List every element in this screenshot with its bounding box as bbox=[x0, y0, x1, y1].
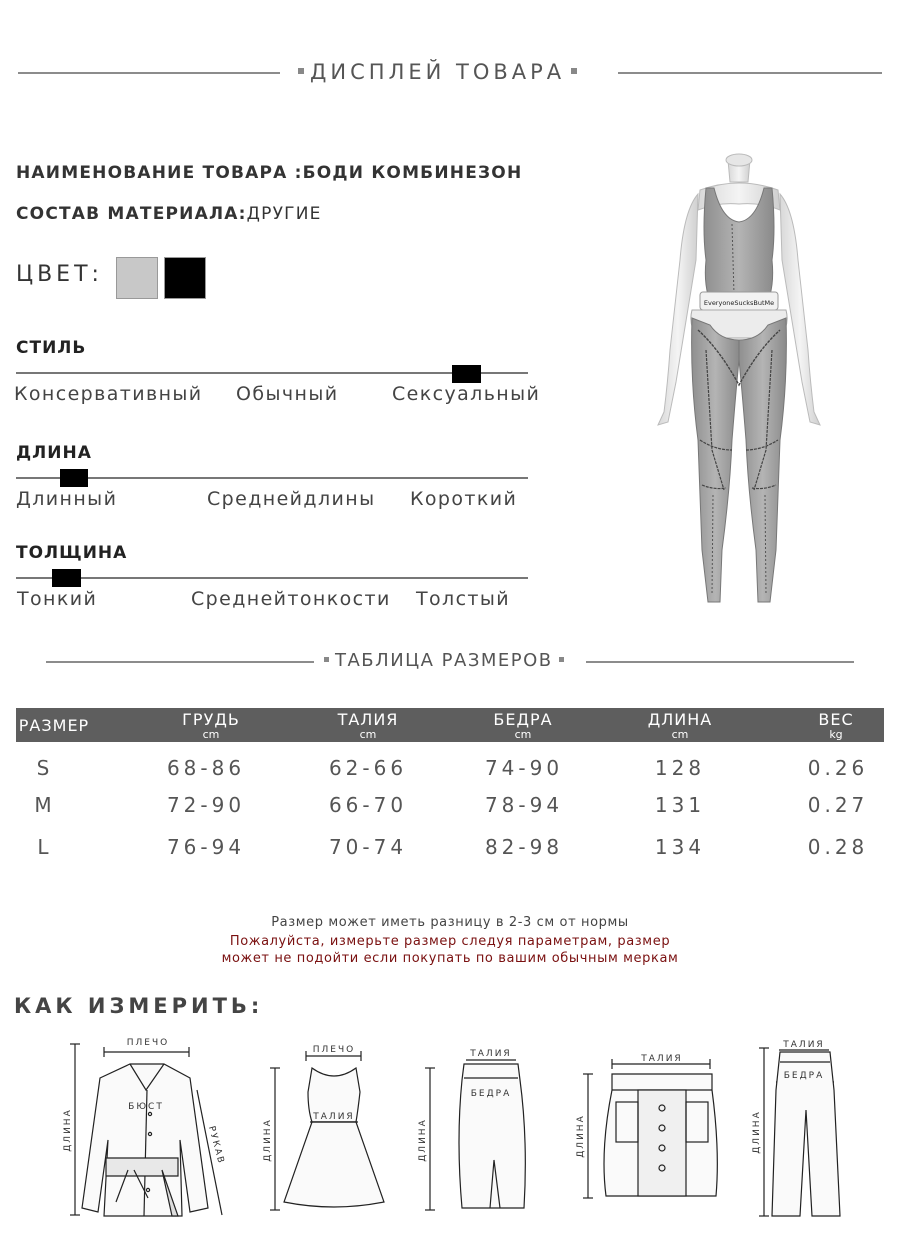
table-cell: 76-94 bbox=[166, 835, 246, 859]
col-bust bbox=[151, 708, 271, 740]
label-sleeve: РУКАВ bbox=[205, 1125, 226, 1166]
scale-thickness-marker bbox=[52, 569, 81, 587]
scale-thickness-line bbox=[16, 577, 528, 579]
label-length: ДЛИНА bbox=[63, 1108, 73, 1152]
label-waist: ТАЛИЯ bbox=[783, 1040, 825, 1050]
col-unit: cm bbox=[514, 728, 532, 741]
scale-length-marker bbox=[60, 469, 88, 487]
bullet-square bbox=[559, 657, 564, 662]
col-name: ГРУДЬ bbox=[182, 710, 240, 729]
label-length: ДЛИНА bbox=[418, 1118, 428, 1162]
material-value: ДРУГИЕ bbox=[246, 204, 322, 224]
label-hips: БЕДРА bbox=[783, 1071, 825, 1081]
measure-diagrams bbox=[0, 1030, 900, 1254]
bullet-square bbox=[324, 657, 329, 662]
scale-style-label: СТИЛЬ bbox=[16, 338, 87, 358]
waistband-print: EveryoneSucksButMe bbox=[703, 299, 775, 307]
table-cell: S bbox=[36, 756, 54, 780]
scale-length-label: ДЛИНА bbox=[16, 443, 92, 463]
scale-length-option: Короткий bbox=[410, 488, 518, 510]
scale-style-option: Сексуальный bbox=[392, 383, 541, 405]
size-note: Размер может иметь разницу в 2-3 см от нормы bbox=[271, 915, 629, 930]
color-swatch-gray[interactable] bbox=[116, 257, 158, 299]
col-length bbox=[620, 708, 740, 740]
shorts-diagram bbox=[583, 1059, 717, 1198]
label-waist: ТАЛИЯ bbox=[641, 1054, 683, 1064]
scale-style-option: Консервативный bbox=[14, 383, 203, 405]
header-rule-left bbox=[18, 72, 280, 74]
col-name: ДЛИНА bbox=[647, 710, 713, 729]
bullet-square bbox=[571, 68, 577, 74]
measure-warning: Пожалуйста, измерьте размер следуя параметрам, размер bbox=[229, 934, 671, 949]
label-shoulder: ПЛЕЧО bbox=[126, 1038, 170, 1048]
size-table-title-text: ТАБЛИЦА РАЗМЕРОВ bbox=[335, 650, 553, 671]
col-unit: cm bbox=[359, 728, 377, 741]
bullet-square bbox=[298, 68, 304, 74]
table-cell: 134 bbox=[654, 835, 706, 859]
scale-length-option: Среднейдлины bbox=[207, 488, 376, 510]
product-material bbox=[16, 204, 322, 224]
product-name-label: НАИМЕНОВАНИЕ ТОВАРА : bbox=[16, 163, 303, 183]
page-title bbox=[292, 60, 583, 84]
table-cell: 72-90 bbox=[166, 793, 246, 817]
table-cell: 82-98 bbox=[484, 835, 564, 859]
table-cell: 0.28 bbox=[807, 835, 869, 859]
label-shoulder: ПЛЕЧО bbox=[312, 1045, 356, 1055]
scale-thickness-label: ТОЛЩИНА bbox=[16, 543, 128, 563]
table-cell: 0.27 bbox=[807, 793, 869, 817]
col-weight bbox=[776, 708, 896, 740]
measure-warning: может не подойти если покупать по вашим обычным меркам bbox=[221, 951, 679, 966]
col-name: РАЗМЕР bbox=[18, 716, 90, 735]
product-photo bbox=[640, 150, 840, 610]
table-cell: 78-94 bbox=[484, 793, 564, 817]
table-cell: M bbox=[34, 793, 56, 817]
col-hips bbox=[463, 708, 583, 740]
label-length: ДЛИНА bbox=[576, 1114, 586, 1158]
table-cell: 62-66 bbox=[328, 756, 408, 780]
size-table-header bbox=[16, 708, 884, 742]
size-rule-right bbox=[586, 661, 854, 663]
label-length: ДЛИНА bbox=[752, 1110, 762, 1154]
header-rule-right bbox=[618, 72, 882, 74]
label-bust: БЮСТ bbox=[128, 1102, 164, 1112]
table-cell: 70-74 bbox=[328, 835, 408, 859]
scale-length-line bbox=[16, 477, 528, 479]
how-to-title: КАК ИЗМЕРИТЬ: bbox=[14, 994, 264, 1018]
scale-thickness-option: Тонкий bbox=[17, 588, 98, 610]
label-length: ДЛИНА bbox=[263, 1118, 273, 1162]
col-name: ВЕС bbox=[818, 710, 854, 729]
label-hips: БЕДРА bbox=[470, 1089, 512, 1099]
table-cell: 131 bbox=[654, 793, 706, 817]
page-title-text: ДИСПЛЕЙ ТОВАРА bbox=[310, 60, 566, 84]
table-cell: L bbox=[37, 835, 53, 859]
table-cell: 68-86 bbox=[166, 756, 246, 780]
table-cell: 74-90 bbox=[484, 756, 564, 780]
scale-thickness-option: Толстый bbox=[416, 588, 511, 610]
scale-style-option: Обычный bbox=[236, 383, 339, 405]
scale-length-option: Длинный bbox=[16, 488, 118, 510]
size-table-title bbox=[318, 650, 570, 671]
scale-thickness-option: Среднейтонкости bbox=[191, 588, 391, 610]
col-size bbox=[0, 708, 114, 736]
label-waist: ТАЛИЯ bbox=[313, 1112, 355, 1122]
col-unit: cm bbox=[671, 728, 689, 741]
product-name-value: БОДИ КОМБИНЕЗОН bbox=[302, 163, 523, 183]
product-name bbox=[16, 163, 522, 183]
col-waist bbox=[308, 708, 428, 740]
col-unit: cm bbox=[202, 728, 220, 741]
dress-diagram bbox=[270, 1051, 384, 1210]
size-rule-left bbox=[46, 661, 314, 663]
skirt-diagram bbox=[425, 1060, 525, 1210]
table-cell: 66-70 bbox=[328, 793, 408, 817]
col-unit: kg bbox=[829, 728, 843, 741]
color-label: ЦВЕТ: bbox=[16, 262, 103, 287]
table-cell: 0.26 bbox=[807, 756, 869, 780]
color-swatch-black[interactable] bbox=[164, 257, 206, 299]
table-cell: 128 bbox=[654, 756, 706, 780]
jacket-diagram bbox=[70, 1044, 222, 1216]
col-name: ТАЛИЯ bbox=[337, 710, 399, 729]
scale-style-marker bbox=[452, 365, 481, 383]
col-name: БЕДРА bbox=[493, 710, 553, 729]
material-label: СОСТАВ МАТЕРИАЛА: bbox=[16, 204, 247, 224]
label-waist: ТАЛИЯ bbox=[470, 1049, 512, 1059]
